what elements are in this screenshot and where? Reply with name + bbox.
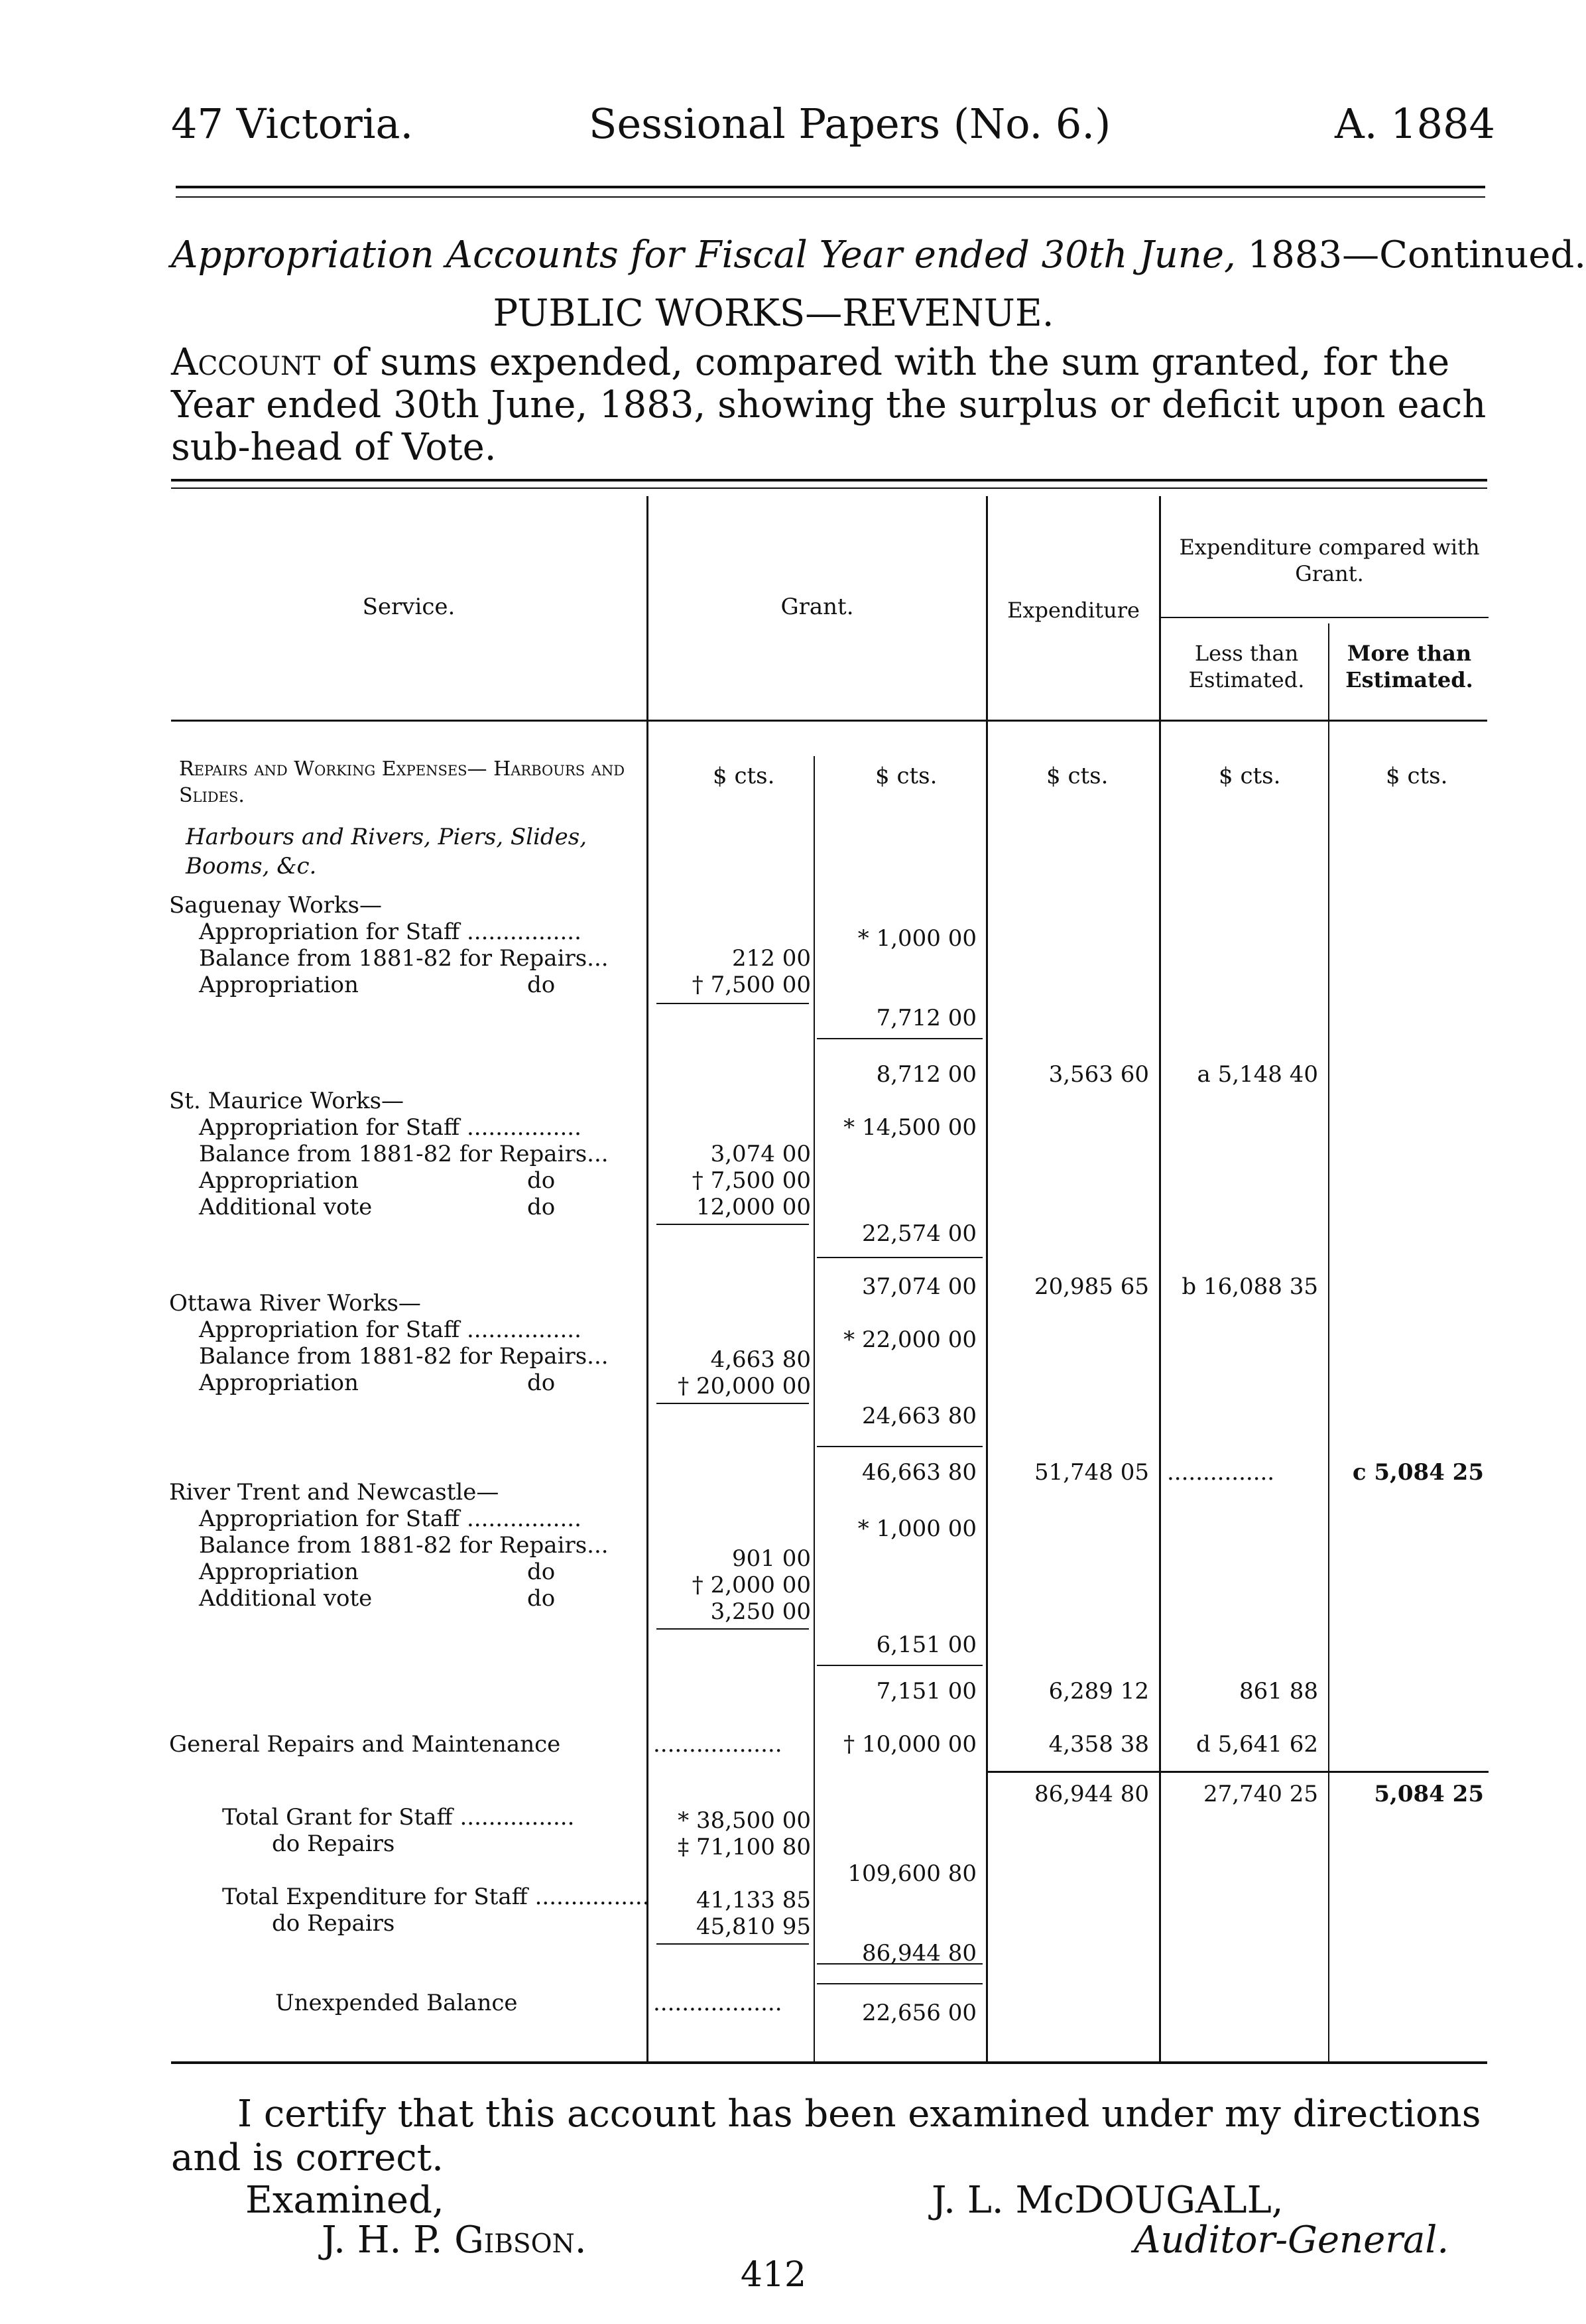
compared-underline [1161,617,1489,618]
saguenay-total-rule [817,1038,983,1039]
saguenay-less: a 5,148 40 [1197,1061,1318,1088]
trent-approp-do: do [527,1559,556,1585]
col-line-2 [814,756,815,2061]
total-grant-staff-label: Total Grant for Staff ................ [222,1804,575,1831]
ottawa-sum-rule [656,1403,809,1404]
subtitle-continued: 1883—Continued. [1247,233,1586,277]
trent-addl-label: Additional vote [199,1585,373,1612]
col-header-more: More than Estimated. [1345,641,1473,692]
header-right: A. 1884 [1335,99,1495,148]
col-line-3 [986,496,988,2061]
trent-bal-label: Balance from 1881-82 for Repairs... [199,1532,609,1559]
stmaurice-addl-do: do [527,1194,556,1220]
total-grant: 109,600 80 [847,1860,977,1887]
col-header-compared: Expenditure compared with Grant. [1179,535,1480,586]
total-grant-repairs: ‡ 71,100 80 [678,1834,811,1860]
ottawa-total-rule [817,1446,983,1447]
unexpended-leader: .................. [653,1990,782,2016]
certification-text: I certify that this account has been examined under my directions and is correct. [171,2093,1481,2179]
total-exp-staff: 41,133 85 [696,1887,811,1913]
running-header [171,99,1495,159]
total-exp-staff-label: Total Expenditure for Staff ................ [222,1884,650,1910]
trent-addl-amount: 3,250 00 [710,1598,811,1625]
table-bottom-rule [171,2061,1487,2064]
total-more: 5,084 25 [1374,1781,1484,1807]
saguenay-expenditure: 3,563 60 [1048,1061,1149,1088]
ottawa-staff-amount: * 22,000 00 [843,1326,977,1353]
saguenay-approp-label: Appropriation [199,972,359,998]
col-header-grant: Grant. [780,594,854,620]
total-exp-repairs-label: do Repairs [272,1910,395,1937]
stmaurice-staff-label: Appropriation for Staff ................ [199,1114,581,1141]
general-title: General Repairs and Maintenance [169,1731,561,1758]
subtitle-italic: Appropriation Accounts for Fiscal Year ended 30th June, [171,233,1236,277]
trent-addl-do: do [527,1585,556,1612]
unit-col2: $ cts. [875,763,938,789]
page-number: 412 [740,2255,807,2295]
trent-total-rule [817,1665,983,1666]
table-top-rule-thin [171,487,1487,489]
stmaurice-staff-amount: * 14,500 00 [843,1114,977,1141]
stmaurice-sum-rule [656,1224,809,1225]
trent-staff-label: Appropriation for Staff ................ [199,1506,581,1532]
saguenay-staff-label: Appropriation for Staff ................ [199,919,581,945]
saguenay-staff-amount: * 1,000 00 [857,925,977,952]
unit-col5: $ cts. [1386,763,1448,789]
trent-approp-amount: † 2,000 00 [692,1572,811,1598]
stmaurice-expenditure: 20,985 65 [1034,1273,1149,1300]
unit-col3: $ cts. [1046,763,1109,789]
grand-total-rule [988,1771,1489,1773]
header-center: Sessional Papers (No. 6.) [589,99,1111,148]
total-grant-staff: * 38,500 00 [678,1807,811,1834]
examiner-name: J. H. P. Gibson. [322,2219,587,2262]
ottawa-total: 46,663 80 [861,1459,977,1486]
general-less: d 5,641 62 [1196,1731,1318,1758]
saguenay-title: Saguenay Works— [169,892,382,919]
saguenay-repairs-total: 7,712 00 [876,1005,977,1031]
stmaurice-title: St. Maurice Works— [169,1088,404,1114]
description-lead: Account [171,341,321,384]
section-title: PUBLIC WORKS—REVENUE. [493,292,1054,335]
ottawa-repairs-total: 24,663 80 [861,1403,977,1429]
trent-title: River Trent and Newcastle— [169,1479,499,1506]
stmaurice-bal-label: Balance from 1881-82 for Repairs... [199,1141,609,1167]
total-expenditure: 86,944 80 [1034,1781,1149,1807]
description-text: of sums expended, compared with the sum granted, for the Year ended 30th June, 1883, showing the surplus or deficit upon each sub-head of Vote. [171,341,1487,469]
total-less: 27,740 25 [1203,1781,1318,1807]
header-bottom-rule [171,720,1487,722]
unit-col4: $ cts. [1219,763,1281,789]
general-grant-leader: .................. [653,1731,782,1758]
col-line-4 [1159,496,1161,2061]
col-header-service: Service. [362,594,456,620]
unexpended-label: Unexpended Balance [275,1990,518,2016]
stmaurice-addl-amount: 12,000 00 [696,1194,811,1220]
auditor-name: J. L. McDOUGALL, [932,2179,1284,2222]
total-exp-repairs: 45,810 95 [696,1913,811,1940]
col-line-5 [1328,623,1329,2061]
col-header-less: Less than Estimated. [1188,641,1305,692]
trent-expenditure: 6,289 12 [1048,1678,1149,1705]
general-expenditure: 4,358 38 [1048,1731,1149,1758]
table-top-rule [171,479,1487,482]
sub-heading: Harbours and Rivers, Piers, Slides, Booms, &c. [186,824,587,879]
saguenay-bal-label: Balance from 1881-82 for Repairs... [199,945,609,972]
col-header-expenditure: Expenditure [1007,598,1140,623]
saguenay-approp-do: do [527,972,556,998]
trent-bal-amount: 901 00 [732,1545,811,1572]
header-rule-top [176,186,1485,188]
trent-total: 7,151 00 [876,1678,977,1705]
examined-label: Examined, [245,2179,444,2222]
total-exp: 86,944 80 [861,1940,977,1967]
general-grant: † 10,000 00 [843,1731,977,1758]
stmaurice-total: 37,074 00 [861,1273,977,1300]
trent-approp-label: Appropriation [199,1559,359,1585]
ottawa-staff-label: Appropriation for Staff ................ [199,1317,581,1343]
saguenay-bal-amount: 212 00 [732,945,811,972]
ottawa-bal-amount: 4,663 80 [710,1346,811,1373]
ottawa-more: c 5,084 25 [1352,1459,1484,1486]
exp-total-rule [817,1983,983,1984]
header-left: 47 Victoria. [171,99,414,148]
stmaurice-approp-do: do [527,1167,556,1194]
ottawa-less-leader: ............... [1167,1459,1275,1486]
trent-repairs-total: 6,151 00 [876,1632,977,1658]
stmaurice-total-rule [817,1257,983,1258]
section-heading: Repairs and Working Expenses— Harbours and Slides. [179,757,625,807]
stmaurice-approp-label: Appropriation [199,1167,359,1194]
trent-staff-amount: * 1,000 00 [857,1516,977,1542]
saguenay-sum-rule [656,1003,809,1004]
ottawa-approp-do: do [527,1370,556,1396]
stmaurice-approp-amount: † 7,500 00 [692,1167,811,1194]
header-rule-bottom [176,196,1485,198]
unit-col1: $ cts. [713,763,775,789]
saguenay-approp-amount: † 7,500 00 [692,972,811,998]
subtitle [171,233,1586,277]
ottawa-bal-label: Balance from 1881-82 for Repairs... [199,1343,609,1370]
stmaurice-repairs-total: 22,574 00 [861,1220,977,1247]
stmaurice-less: b 16,088 35 [1182,1273,1318,1300]
total-grant-repairs-label: do Repairs [272,1831,395,1857]
col-line-1 [646,496,648,2061]
ottawa-approp-label: Appropriation [199,1370,359,1396]
ottawa-title: Ottawa River Works— [169,1290,421,1317]
unexpended-balance: 22,656 00 [861,2000,977,2026]
ottawa-approp-amount: † 20,000 00 [678,1373,811,1399]
saguenay-total: 8,712 00 [876,1061,977,1088]
trent-sum-rule [656,1628,809,1630]
trent-less: 861 88 [1239,1678,1318,1705]
stmaurice-addl-label: Additional vote [199,1194,373,1220]
stmaurice-bal-amount: 3,074 00 [710,1141,811,1167]
auditor-title: Auditor-General. [1134,2219,1449,2262]
exp-sum-rule [656,1943,809,1945]
ottawa-expenditure: 51,748 05 [1034,1459,1149,1486]
account-description [171,342,1491,469]
